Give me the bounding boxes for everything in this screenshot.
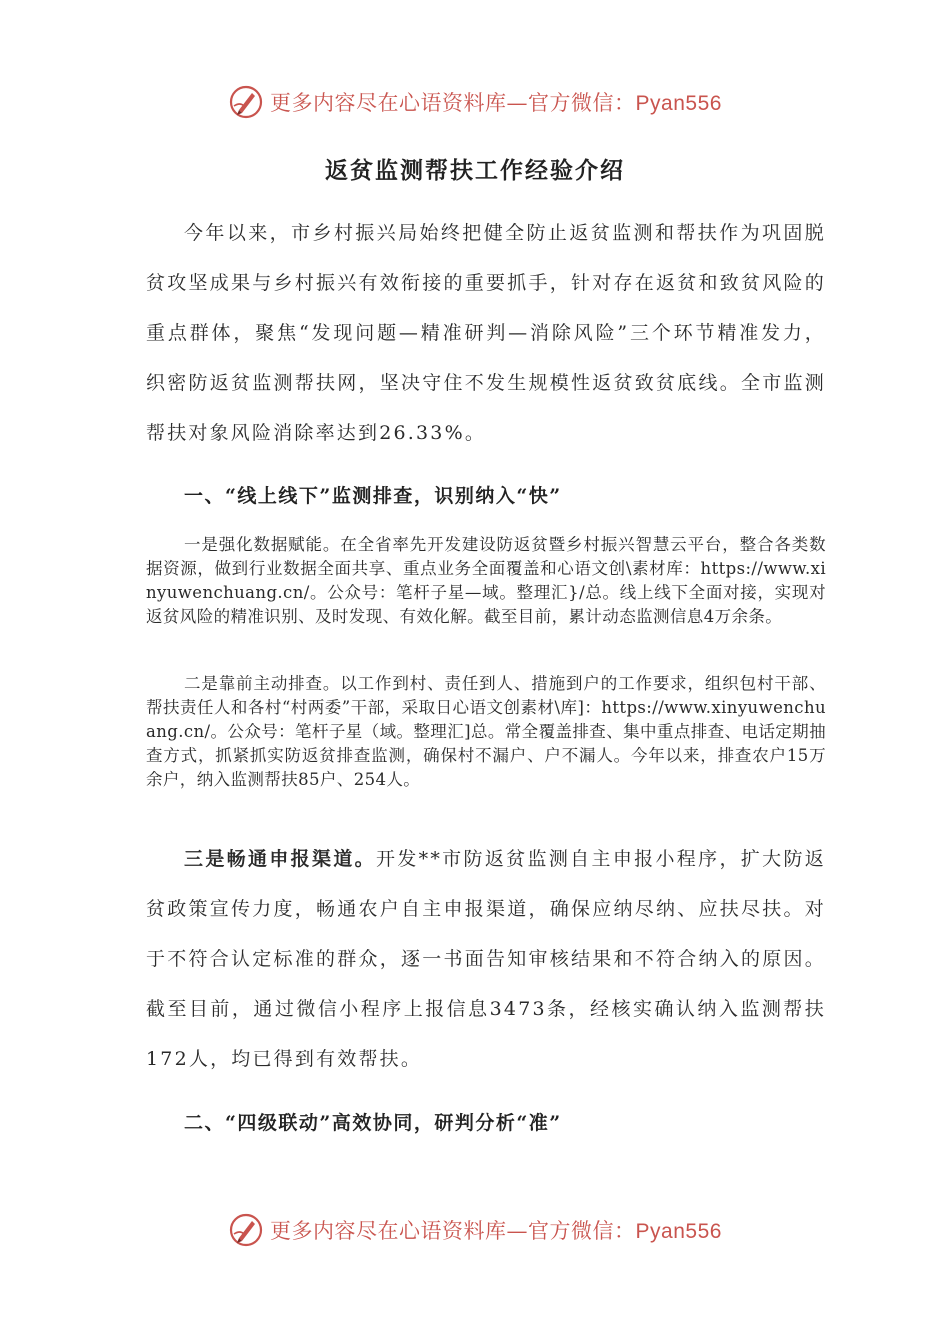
banner-label: 更多内容尽在心语资料库—官方微信： xyxy=(270,91,636,115)
banner-text xyxy=(270,1215,722,1245)
banner-account: Pyan556 xyxy=(635,92,722,115)
paragraph-lead: 三是畅通申报渠道。 xyxy=(184,848,376,870)
intro-paragraph: 今年以来，市乡村振兴局始终把健全防止返贫监测和帮扶作为巩固脱贫攻坚成果与乡村振兴有效衔接的重要抓手，针对存在返贫和致贫风险的重点群体，聚焦“发现问题—精准研判—消除风险”三个环节精准发力，织密防返贫监测帮扶网，坚决守住不发生规模性返贫致贫底线。全市监测帮扶对象风险消除率达到26.33%。 xyxy=(146,222,826,444)
banner-account: Pyan556 xyxy=(635,1220,722,1243)
footer-banner xyxy=(0,1210,950,1250)
pen-circle-logo-icon xyxy=(228,84,264,120)
section-heading-1: 一、“线上线下”监测排查，识别纳入“快” xyxy=(184,485,562,507)
pen-circle-logo-icon xyxy=(228,1212,264,1248)
section-heading-2: 二、“四级联动”高效协同，研判分析“准” xyxy=(184,1112,562,1134)
document-title: 返贫监测帮扶工作经验介绍 xyxy=(325,157,625,184)
section1-paragraph-1: 一是强化数据赋能。在全省率先开发建设防返贫暨乡村振兴智慧云平台，整合各类数据资源，做到行业数据全面共享、重点业务全面覆盖和心语文创\素材库：https://www.xinyuwenchuang.cn/。公众号：笔杆子星—域。整理汇}/总。线上线下全面对接，实现对返贫风险的精准识别、及时发现、有效化解。截至目前，累计动态监测信息4万余条。 xyxy=(146,535,826,626)
section1-paragraph-3 xyxy=(146,834,826,1084)
banner-text xyxy=(270,87,722,117)
section1-paragraph-2: 二是靠前主动排查。以工作到村、责任到人、措施到户的工作要求，组织包村干部、帮扶责任人和各村“村两委”干部，采取日心语文创素材\库]：https://www.xinyuwenchuang.cn/。公众号：笔杆子星（域。整理汇]总。常全覆盖排查、集中重点排查、电话定期抽查方式，抓紧抓实防返贫排查监测，确保村不漏户、户不漏人。今年以来，排查农户15万余户，纳入监测帮扶85户、254人。 xyxy=(146,674,826,789)
paragraph-body: 开发**市防返贫监测自主申报小程序，扩大防返贫政策宣传力度，畅通农户自主申报渠道，确保应纳尽纳、应扶尽扶。对于不符合认定标准的群众，逐一书面告知审核结果和不符合纳入的原因。截至目前，通过微信小程序上报信息3473条，经核实确认纳入监测帮扶172人，均已得到有效帮扶。 xyxy=(146,848,826,1070)
banner-label: 更多内容尽在心语资料库—官方微信： xyxy=(270,1219,636,1243)
header-banner xyxy=(0,82,950,122)
